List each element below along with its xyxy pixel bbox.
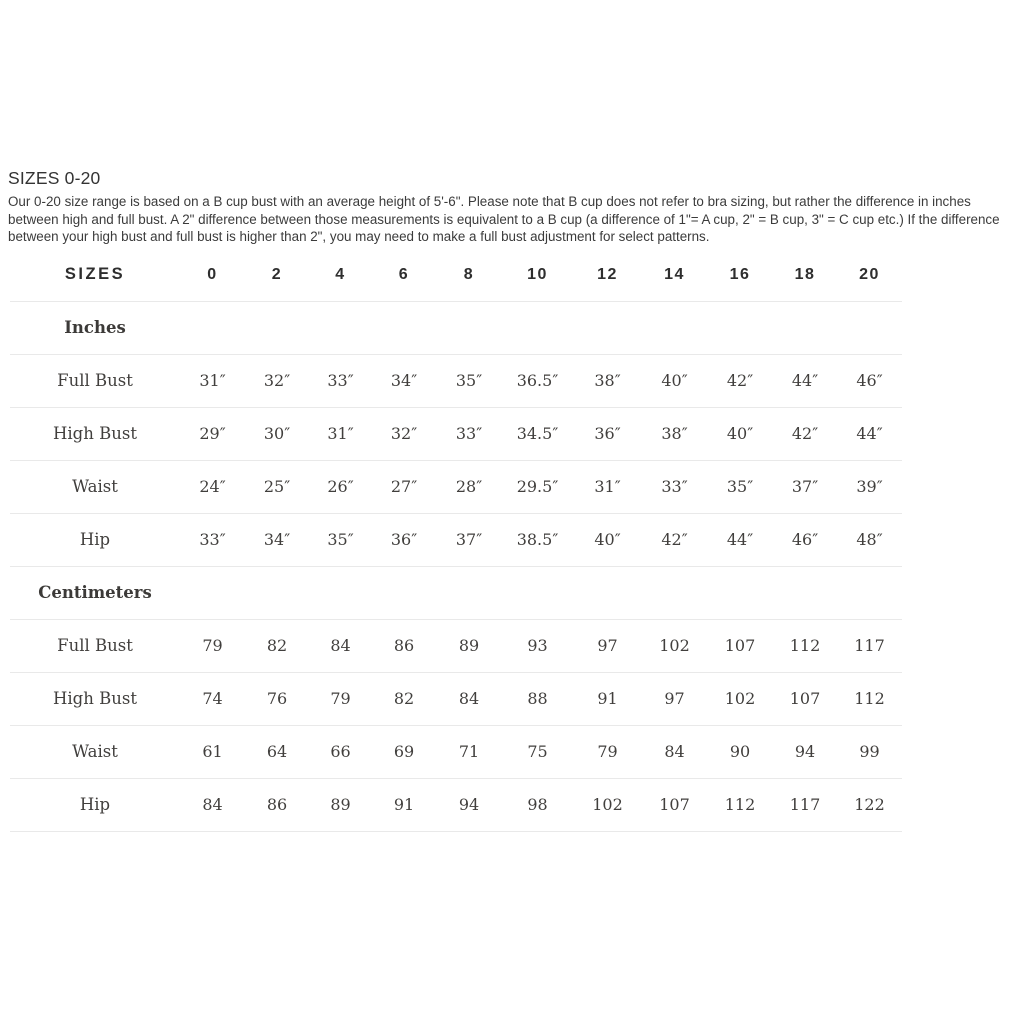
size-value-cell: 79 — [309, 672, 372, 725]
section-row-centimeters — [10, 566, 902, 619]
column-header-size-18: 18 — [773, 249, 837, 301]
size-value-cell: 112 — [773, 619, 837, 672]
size-value-cell: 112 — [837, 672, 902, 725]
size-value-cell: 61 — [180, 725, 245, 778]
column-header-size-2: 2 — [245, 249, 309, 301]
size-value-cell: 29.5″ — [502, 460, 573, 513]
row-label: Hip — [10, 778, 180, 831]
size-value-cell: 76 — [245, 672, 309, 725]
size-value-cell: 39″ — [837, 460, 902, 513]
size-value-cell: 35″ — [309, 513, 372, 566]
size-value-cell: 42″ — [773, 407, 837, 460]
size-value-cell: 79 — [180, 619, 245, 672]
column-header-size-0: 0 — [180, 249, 245, 301]
row-label: Full Bust — [10, 354, 180, 407]
column-header-size-8: 8 — [436, 249, 502, 301]
column-header-size-20: 20 — [837, 249, 902, 301]
size-value-cell: 30″ — [245, 407, 309, 460]
size-value-cell: 97 — [573, 619, 642, 672]
size-value-cell: 46″ — [773, 513, 837, 566]
size-value-cell: 44″ — [837, 407, 902, 460]
size-value-cell: 31″ — [180, 354, 245, 407]
row-label: Waist — [10, 725, 180, 778]
size-value-cell: 112 — [707, 778, 773, 831]
size-value-cell: 84 — [309, 619, 372, 672]
size-value-cell: 89 — [436, 619, 502, 672]
table-row-inches-hip — [10, 513, 902, 566]
size-value-cell: 84 — [180, 778, 245, 831]
size-value-cell: 94 — [773, 725, 837, 778]
table-row-cm-full-bust — [10, 619, 902, 672]
page-title: SIZES 0-20 — [8, 168, 101, 188]
column-header-size-4: 4 — [309, 249, 372, 301]
size-value-cell: 107 — [707, 619, 773, 672]
size-value-cell: 38.5″ — [502, 513, 573, 566]
size-value-cell: 71 — [436, 725, 502, 778]
size-value-cell: 117 — [773, 778, 837, 831]
section-label-inches: Inches — [10, 301, 180, 354]
table-row-cm-high-bust — [10, 672, 902, 725]
size-value-cell: 84 — [642, 725, 707, 778]
size-value-cell: 44″ — [773, 354, 837, 407]
size-value-cell: 107 — [773, 672, 837, 725]
size-value-cell: 86 — [245, 778, 309, 831]
size-value-cell: 89 — [309, 778, 372, 831]
column-header-size-6: 6 — [372, 249, 436, 301]
size-value-cell: 48″ — [837, 513, 902, 566]
size-value-cell: 33″ — [436, 407, 502, 460]
section-row-inches — [10, 301, 902, 354]
column-header-sizes: SIZES — [10, 249, 180, 301]
size-value-cell: 46″ — [837, 354, 902, 407]
size-value-cell: 29″ — [180, 407, 245, 460]
size-value-cell: 75 — [502, 725, 573, 778]
size-value-cell: 34″ — [245, 513, 309, 566]
section-label-centimeters: Centimeters — [10, 566, 180, 619]
size-value-cell: 31″ — [309, 407, 372, 460]
size-value-cell: 90 — [707, 725, 773, 778]
size-value-cell: 84 — [436, 672, 502, 725]
table-row-inches-high-bust — [10, 407, 902, 460]
row-label: Full Bust — [10, 619, 180, 672]
size-value-cell: 35″ — [707, 460, 773, 513]
size-value-cell: 36″ — [372, 513, 436, 566]
size-value-cell: 36″ — [573, 407, 642, 460]
column-header-size-10: 10 — [502, 249, 573, 301]
size-value-cell: 32″ — [245, 354, 309, 407]
size-value-cell: 37″ — [773, 460, 837, 513]
size-value-cell: 37″ — [436, 513, 502, 566]
size-value-cell: 82 — [372, 672, 436, 725]
size-value-cell: 88 — [502, 672, 573, 725]
size-value-cell: 25″ — [245, 460, 309, 513]
section-row-spacer — [180, 301, 902, 354]
section-row-spacer — [180, 566, 902, 619]
size-value-cell: 74 — [180, 672, 245, 725]
table-row-inches-waist — [10, 460, 902, 513]
size-value-cell: 24″ — [180, 460, 245, 513]
size-value-cell: 122 — [837, 778, 902, 831]
row-label: High Bust — [10, 407, 180, 460]
size-value-cell: 99 — [837, 725, 902, 778]
size-value-cell: 40″ — [707, 407, 773, 460]
size-value-cell: 33″ — [180, 513, 245, 566]
size-value-cell: 40″ — [642, 354, 707, 407]
row-label: Waist — [10, 460, 180, 513]
size-value-cell: 26″ — [309, 460, 372, 513]
size-value-cell: 64 — [245, 725, 309, 778]
size-value-cell: 40″ — [573, 513, 642, 566]
size-value-cell: 82 — [245, 619, 309, 672]
size-value-cell: 94 — [436, 778, 502, 831]
size-value-cell: 66 — [309, 725, 372, 778]
size-value-cell: 35″ — [436, 354, 502, 407]
row-label: Hip — [10, 513, 180, 566]
row-label: High Bust — [10, 672, 180, 725]
size-value-cell: 38″ — [573, 354, 642, 407]
size-value-cell: 33″ — [309, 354, 372, 407]
size-value-cell: 117 — [837, 619, 902, 672]
column-header-size-12: 12 — [573, 249, 642, 301]
column-header-size-14: 14 — [642, 249, 707, 301]
size-value-cell: 36.5″ — [502, 354, 573, 407]
size-value-cell: 38″ — [642, 407, 707, 460]
size-value-cell: 102 — [642, 619, 707, 672]
size-value-cell: 42″ — [642, 513, 707, 566]
size-value-cell: 28″ — [436, 460, 502, 513]
table-row-cm-hip — [10, 778, 902, 831]
table-row-cm-waist — [10, 725, 902, 778]
size-value-cell: 86 — [372, 619, 436, 672]
size-value-cell: 102 — [573, 778, 642, 831]
table-header-row — [10, 249, 902, 301]
table-row-inches-full-bust — [10, 354, 902, 407]
size-range-description: Our 0-20 size range is based on a B cup bust with an average height of 5'-6". Please note that B cup does not refer to bra sizing, but rather the difference in inches between high and full bust. A 2" difference between those measurements is equivalent to a B cup (a difference of 1"= A cup, 2" = B cup, 3" = C cup etc.) If the difference between your high bust and full bust is higher than 2", you may need to make a full bust adjustment for select patterns. — [8, 194, 1000, 245]
size-value-cell: 27″ — [372, 460, 436, 513]
size-value-cell: 34″ — [372, 354, 436, 407]
size-value-cell: 44″ — [707, 513, 773, 566]
size-value-cell: 31″ — [573, 460, 642, 513]
size-value-cell: 97 — [642, 672, 707, 725]
size-chart-table — [10, 249, 902, 832]
size-value-cell: 42″ — [707, 354, 773, 407]
column-header-size-16: 16 — [707, 249, 773, 301]
size-value-cell: 91 — [573, 672, 642, 725]
size-value-cell: 91 — [372, 778, 436, 831]
size-value-cell: 34.5″ — [502, 407, 573, 460]
size-value-cell: 93 — [502, 619, 573, 672]
size-value-cell: 33″ — [642, 460, 707, 513]
size-value-cell: 79 — [573, 725, 642, 778]
size-value-cell: 32″ — [372, 407, 436, 460]
size-value-cell: 98 — [502, 778, 573, 831]
size-value-cell: 69 — [372, 725, 436, 778]
size-value-cell: 107 — [642, 778, 707, 831]
size-value-cell: 102 — [707, 672, 773, 725]
